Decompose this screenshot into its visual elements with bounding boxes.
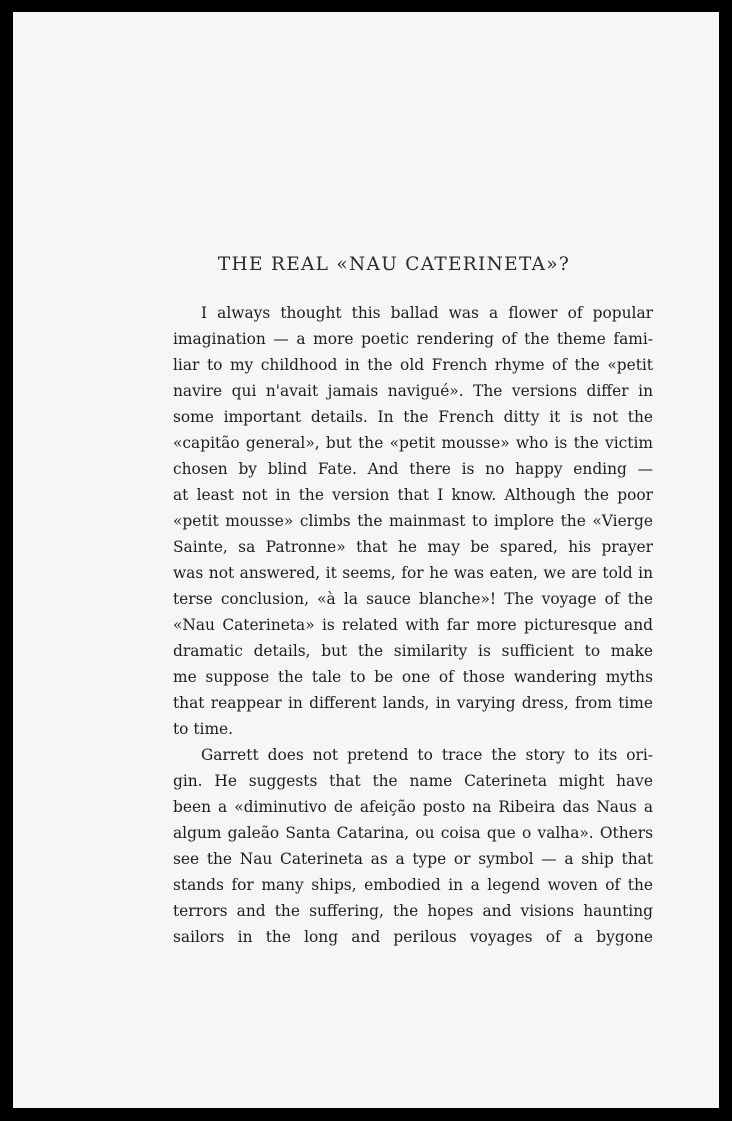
text-line: dramatic details, but the similarity is sufficient to make xyxy=(173,642,653,660)
text-line: terrors and the suffering, the hopes and visions haunting xyxy=(173,902,653,920)
text-line: was not answered, it seems, for he was eaten, we are told in xyxy=(173,564,653,582)
text-line: that reappear in different lands, in varying dress, from time xyxy=(173,694,653,712)
text-line: chosen by blind Fate. And there is no happy ending — xyxy=(173,460,653,478)
text-line: Garrett does not pretend to trace the story to its ori- xyxy=(201,746,653,764)
text-line: terse conclusion, «à la sauce blanche»! The voyage of the xyxy=(173,590,653,608)
text-line: «Nau Caterineta» is related with far more picturesque and xyxy=(173,616,653,634)
text-line: gin. He suggests that the name Caterineta might have xyxy=(173,772,653,790)
text-line: liar to my childhood in the old French rhyme of the «petit xyxy=(173,356,653,374)
text-line: see the Nau Caterineta as a type or symbol — a ship that xyxy=(173,850,653,868)
text-line: some important details. In the French ditty it is not the xyxy=(173,408,653,426)
text-line: imagination — a more poetic rendering of the theme fami- xyxy=(173,330,653,348)
text-line: algum galeão Santa Catarina, ou coisa que o valha». Others xyxy=(173,824,653,842)
text-line: navire qui n'avait jamais navigué». The versions differ in xyxy=(173,382,653,400)
text-line: stands for many ships, embodied in a legend woven of the xyxy=(173,876,653,894)
text-line: sailors in the long and perilous voyages of a bygone xyxy=(173,928,653,946)
text-line: «petit mousse» climbs the mainmast to implore the «Vierge xyxy=(173,512,653,530)
chapter-title-text: THE REAL «NAU CATERINETA»? xyxy=(217,254,571,275)
text-line: I always thought this ballad was a flower of popular xyxy=(201,304,653,322)
text-line: at least not in the version that I know. Although the poor xyxy=(173,486,653,504)
text-line: Sainte, sa Patronne» that he may be spared, his prayer xyxy=(173,538,653,556)
text-line: me suppose the tale to be one of those wandering myths xyxy=(173,668,653,686)
book-page xyxy=(13,12,719,1108)
text-line: to time. xyxy=(173,720,234,738)
text-line: been a «diminutivo de afeição posto na Ribeira das Naus a xyxy=(173,798,653,816)
text-line: «capitão general», but the «petit mousse» who is the victim xyxy=(173,434,653,452)
chapter-title xyxy=(13,254,719,275)
